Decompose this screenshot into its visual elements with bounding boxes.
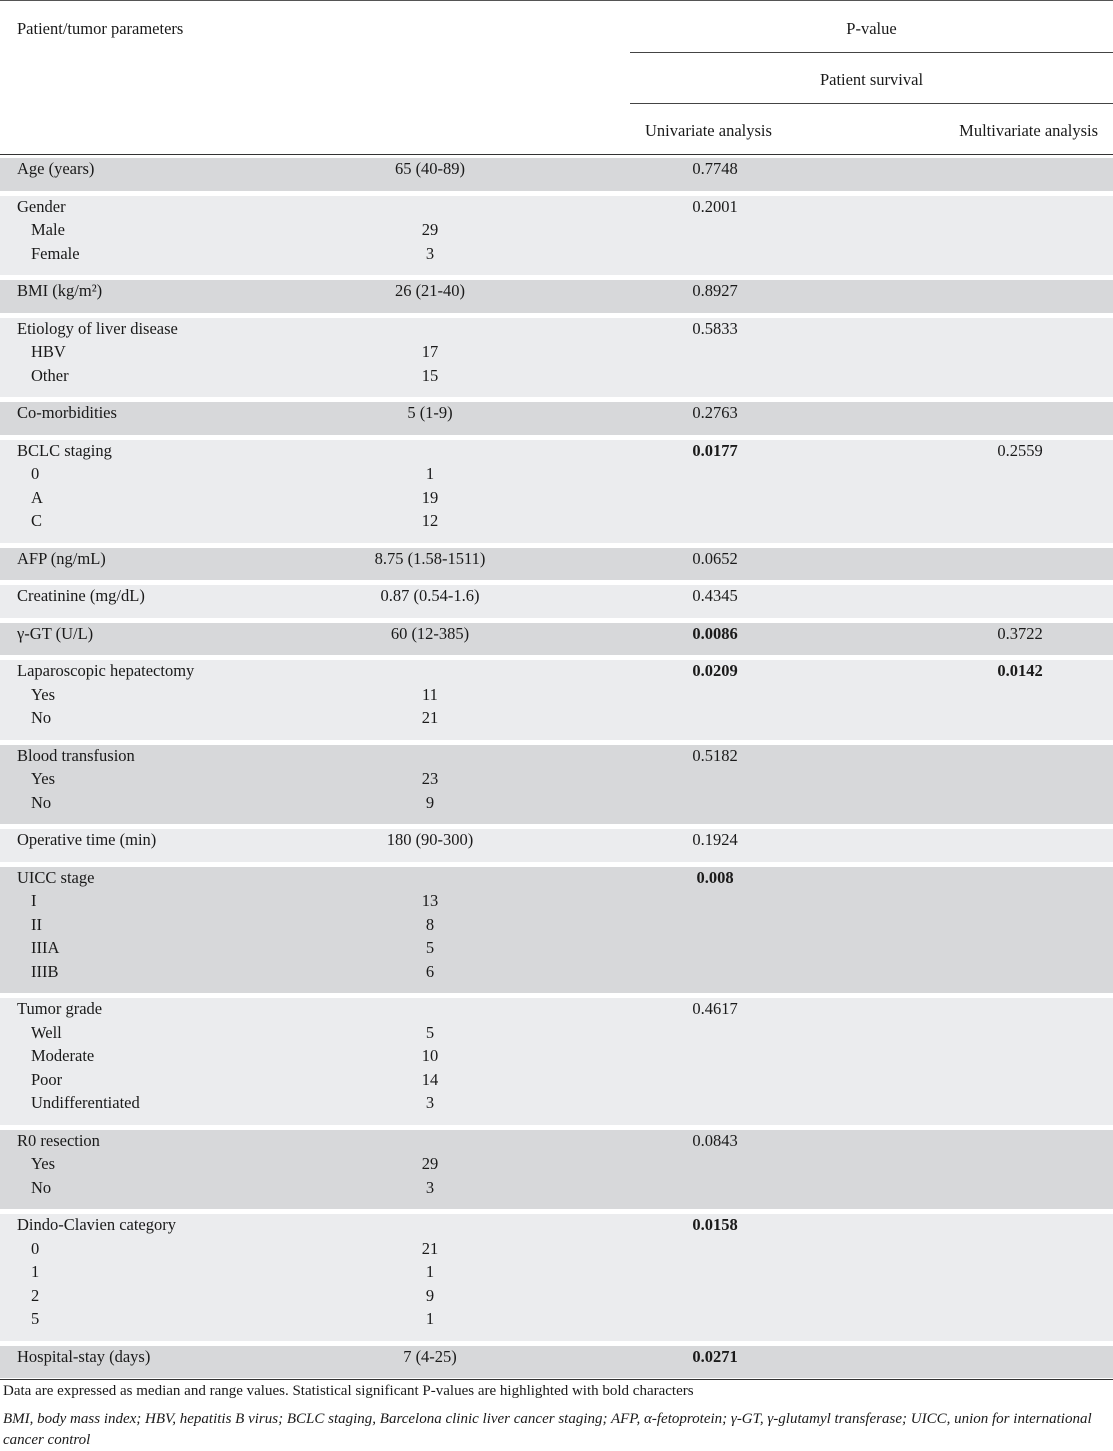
table-row (0, 440, 1113, 544)
parameter-value: 0.87 (0.54-1.6) (380, 586, 480, 605)
sub-category-count: 9 (425, 792, 435, 812)
row-sub-line (0, 1092, 1113, 1116)
row-sub-line (0, 341, 1113, 365)
row-sub-line (0, 914, 1113, 938)
row-sub-line (0, 243, 1113, 267)
header-multivariate: Multivariate analysis (959, 121, 1098, 140)
parameter-value: 26 (21-40) (394, 281, 466, 300)
sub-category-count: 21 (421, 708, 439, 727)
row-sub-line (0, 707, 1113, 731)
row-main-line (0, 660, 1113, 684)
row-sub-line (0, 365, 1113, 389)
sub-category-count: 23 (421, 769, 439, 788)
table-row (0, 867, 1113, 995)
row-sub-line (0, 1022, 1113, 1046)
parameter-value: 65 (40-89) (394, 159, 466, 178)
parameter-label: Creatinine (mg/dL) (17, 586, 145, 605)
sub-category-label: 0 (31, 464, 40, 483)
p-value-univariate: 0.008 (696, 867, 734, 887)
row-sub-line (0, 1045, 1113, 1069)
parameter-label: Etiology of liver disease (17, 318, 178, 338)
sub-category-label: Yes (31, 684, 56, 704)
header-pvalue: P-value (846, 19, 897, 38)
row-main-line (0, 548, 1113, 572)
sub-category-label: Other (31, 365, 69, 385)
p-value-univariate: 0.0086 (692, 623, 738, 643)
row-sub-line (0, 1177, 1113, 1201)
row-main-line (0, 158, 1113, 182)
sub-category-count: 15 (421, 365, 439, 385)
table-header (0, 0, 1113, 155)
parameter-value: 60 (12-385) (390, 623, 470, 643)
parameter-label: BCLC staging (17, 440, 112, 460)
parameter-label: Age (years) (17, 159, 95, 178)
row-sub-line (0, 1261, 1113, 1285)
sub-category-label: 1 (31, 1262, 40, 1281)
sub-category-count: 8 (425, 914, 435, 934)
sub-category-count: 3 (425, 1093, 435, 1112)
sub-category-label: Female (31, 243, 80, 263)
sub-category-label: Male (31, 220, 65, 239)
row-main-line (0, 623, 1113, 647)
sub-category-label: 5 (31, 1309, 40, 1328)
p-value-univariate: 0.8927 (692, 281, 738, 300)
sub-category-label: II (31, 914, 42, 934)
p-value-univariate: 0.0843 (692, 1130, 738, 1150)
sub-category-label: Yes (31, 769, 56, 788)
row-main-line (0, 998, 1113, 1022)
row-sub-line (0, 961, 1113, 985)
sub-category-label: Moderate (31, 1046, 95, 1065)
parameter-label: UICC stage (17, 867, 95, 887)
sub-category-count: 6 (425, 961, 435, 981)
row-sub-line (0, 1238, 1113, 1262)
row-sub-line (0, 792, 1113, 816)
sub-category-label: A (31, 487, 43, 507)
sub-category-label: Undifferentiated (31, 1093, 140, 1112)
row-sub-line (0, 487, 1113, 511)
sub-category-count: 1 (425, 1262, 435, 1281)
parameter-label: Tumor grade (17, 999, 103, 1018)
row-sub-line (0, 510, 1113, 534)
p-value-univariate: 0.5833 (692, 318, 738, 338)
sub-category-label: IIIA (31, 938, 60, 957)
p-value-univariate: 0.2001 (692, 196, 738, 216)
parameter-value: 8.75 (1.58-1511) (374, 548, 486, 568)
p-value-univariate: 0.1924 (692, 830, 738, 849)
sub-category-label: IIIB (31, 961, 59, 981)
p-value-univariate: 0.0652 (692, 548, 738, 568)
row-main-line (0, 1130, 1113, 1154)
row-sub-line (0, 890, 1113, 914)
table-row (0, 660, 1113, 741)
table-row (0, 196, 1113, 277)
row-main-line (0, 585, 1113, 609)
p-value-univariate: 0.0158 (692, 1215, 738, 1234)
parameter-label: Dindo-Clavien category (17, 1215, 176, 1234)
table-row (0, 1214, 1113, 1342)
parameter-label: R0 resection (17, 1130, 100, 1150)
sub-category-count: 21 (421, 1238, 439, 1258)
p-value-univariate: 0.4617 (692, 999, 738, 1018)
footnote-abbreviations: BMI, body mass index; HBV, hepatitis B virus; BCLC staging, Barcelona clinic liver cancer staging; AFP, α-fetoprotein; γ-GT, γ-glutamyl transferase; UICC, union for international cancer control (3, 1411, 1092, 1448)
header-rule-1 (630, 52, 1113, 53)
table-row (0, 402, 1113, 436)
p-value-univariate: 0.5182 (692, 745, 738, 765)
p-value-univariate: 0.4345 (692, 586, 738, 605)
sub-category-count: 3 (425, 1177, 435, 1197)
p-value-univariate: 0.0177 (692, 440, 738, 460)
sub-category-count: 13 (421, 891, 439, 910)
parameter-label: Hospital-stay (days) (17, 1346, 151, 1366)
sub-category-count: 1 (425, 464, 435, 483)
table-row (0, 548, 1113, 582)
row-sub-line (0, 1069, 1113, 1093)
p-value-multivariate: 0.3722 (997, 623, 1043, 643)
row-main-line (0, 745, 1113, 769)
sub-category-label: 0 (31, 1238, 40, 1258)
row-sub-line (0, 768, 1113, 792)
row-sub-line (0, 1308, 1113, 1332)
table-row (0, 585, 1113, 619)
header-univariate: Univariate analysis (645, 121, 772, 140)
parameter-label: BMI (kg/m²) (17, 281, 103, 300)
table-row (0, 318, 1113, 399)
sub-category-count: 12 (421, 511, 439, 530)
table-row (0, 1130, 1113, 1211)
header-patient-survival: Patient survival (819, 70, 924, 89)
sub-category-count: 3 (425, 243, 435, 263)
sub-category-count: 29 (421, 220, 439, 239)
row-main-line (0, 867, 1113, 891)
parameter-value: 7 (4-25) (403, 1346, 457, 1366)
p-value-univariate: 0.0271 (692, 1346, 738, 1366)
sub-category-count: 10 (421, 1046, 439, 1065)
p-value-univariate: 0.0209 (692, 661, 738, 680)
row-main-line (0, 402, 1113, 426)
row-main-line (0, 829, 1113, 853)
row-sub-line (0, 463, 1113, 487)
parameter-label: AFP (ng/mL) (17, 548, 106, 568)
row-sub-line (0, 1153, 1113, 1177)
row-sub-line (0, 219, 1113, 243)
row-main-line (0, 440, 1113, 464)
sub-category-count: 1 (425, 1309, 435, 1328)
sub-category-label: Yes (31, 1154, 56, 1173)
sub-category-label: No (31, 792, 52, 812)
p-value-multivariate: 0.2559 (997, 440, 1043, 460)
row-main-line (0, 1214, 1113, 1238)
table-row (0, 829, 1113, 863)
table-row (0, 998, 1113, 1126)
parameter-label: Gender (17, 196, 66, 216)
sub-category-count: 19 (421, 487, 439, 507)
table-bottom-rule (0, 1379, 1113, 1380)
table-body (0, 154, 1113, 1379)
sub-category-count: 29 (421, 1154, 439, 1173)
sub-category-count: 17 (421, 342, 439, 361)
header-parameters: Patient/tumor parameters (17, 19, 184, 38)
header-rule-2 (630, 103, 1113, 104)
table-row (0, 745, 1113, 826)
row-sub-line (0, 1285, 1113, 1309)
sub-category-label: HBV (31, 342, 66, 361)
sub-category-label: C (31, 511, 43, 530)
sub-category-label: Well (31, 1022, 62, 1042)
row-main-line (0, 196, 1113, 220)
row-main-line (0, 280, 1113, 304)
sub-category-label: Poor (31, 1069, 63, 1089)
parameter-value: 5 (1-9) (407, 403, 453, 422)
table-row (0, 623, 1113, 657)
sub-category-count: 5 (425, 1022, 435, 1042)
sub-category-count: 9 (425, 1285, 435, 1305)
sub-category-count: 5 (425, 938, 435, 957)
parameter-label: γ-GT (U/L) (17, 623, 94, 643)
sub-category-label: I (31, 891, 37, 910)
table-row (0, 280, 1113, 314)
sub-category-count: 14 (421, 1069, 439, 1089)
sub-category-label: 2 (31, 1285, 40, 1305)
parameter-value: 180 (90-300) (386, 830, 474, 849)
parameter-label: Blood transfusion (17, 745, 135, 765)
parameter-label: Co-morbidities (17, 403, 117, 422)
p-value-univariate: 0.2763 (692, 403, 738, 422)
sub-category-label: No (31, 1177, 52, 1197)
parameter-label: Laparoscopic hepatectomy (17, 661, 195, 680)
row-sub-line (0, 684, 1113, 708)
table-row (0, 158, 1113, 192)
p-value-multivariate: 0.0142 (997, 661, 1043, 680)
row-main-line (0, 1346, 1113, 1370)
parameter-label: Operative time (min) (17, 830, 157, 849)
row-main-line (0, 318, 1113, 342)
row-sub-line (0, 937, 1113, 961)
footnote-data-expression: Data are expressed as median and range values. Statistical significant P-values are highlighted with bold characters (3, 1383, 694, 1399)
sub-category-label: No (31, 708, 52, 727)
sub-category-count: 11 (422, 684, 438, 704)
table-row (0, 1346, 1113, 1380)
p-value-univariate: 0.7748 (692, 159, 738, 178)
